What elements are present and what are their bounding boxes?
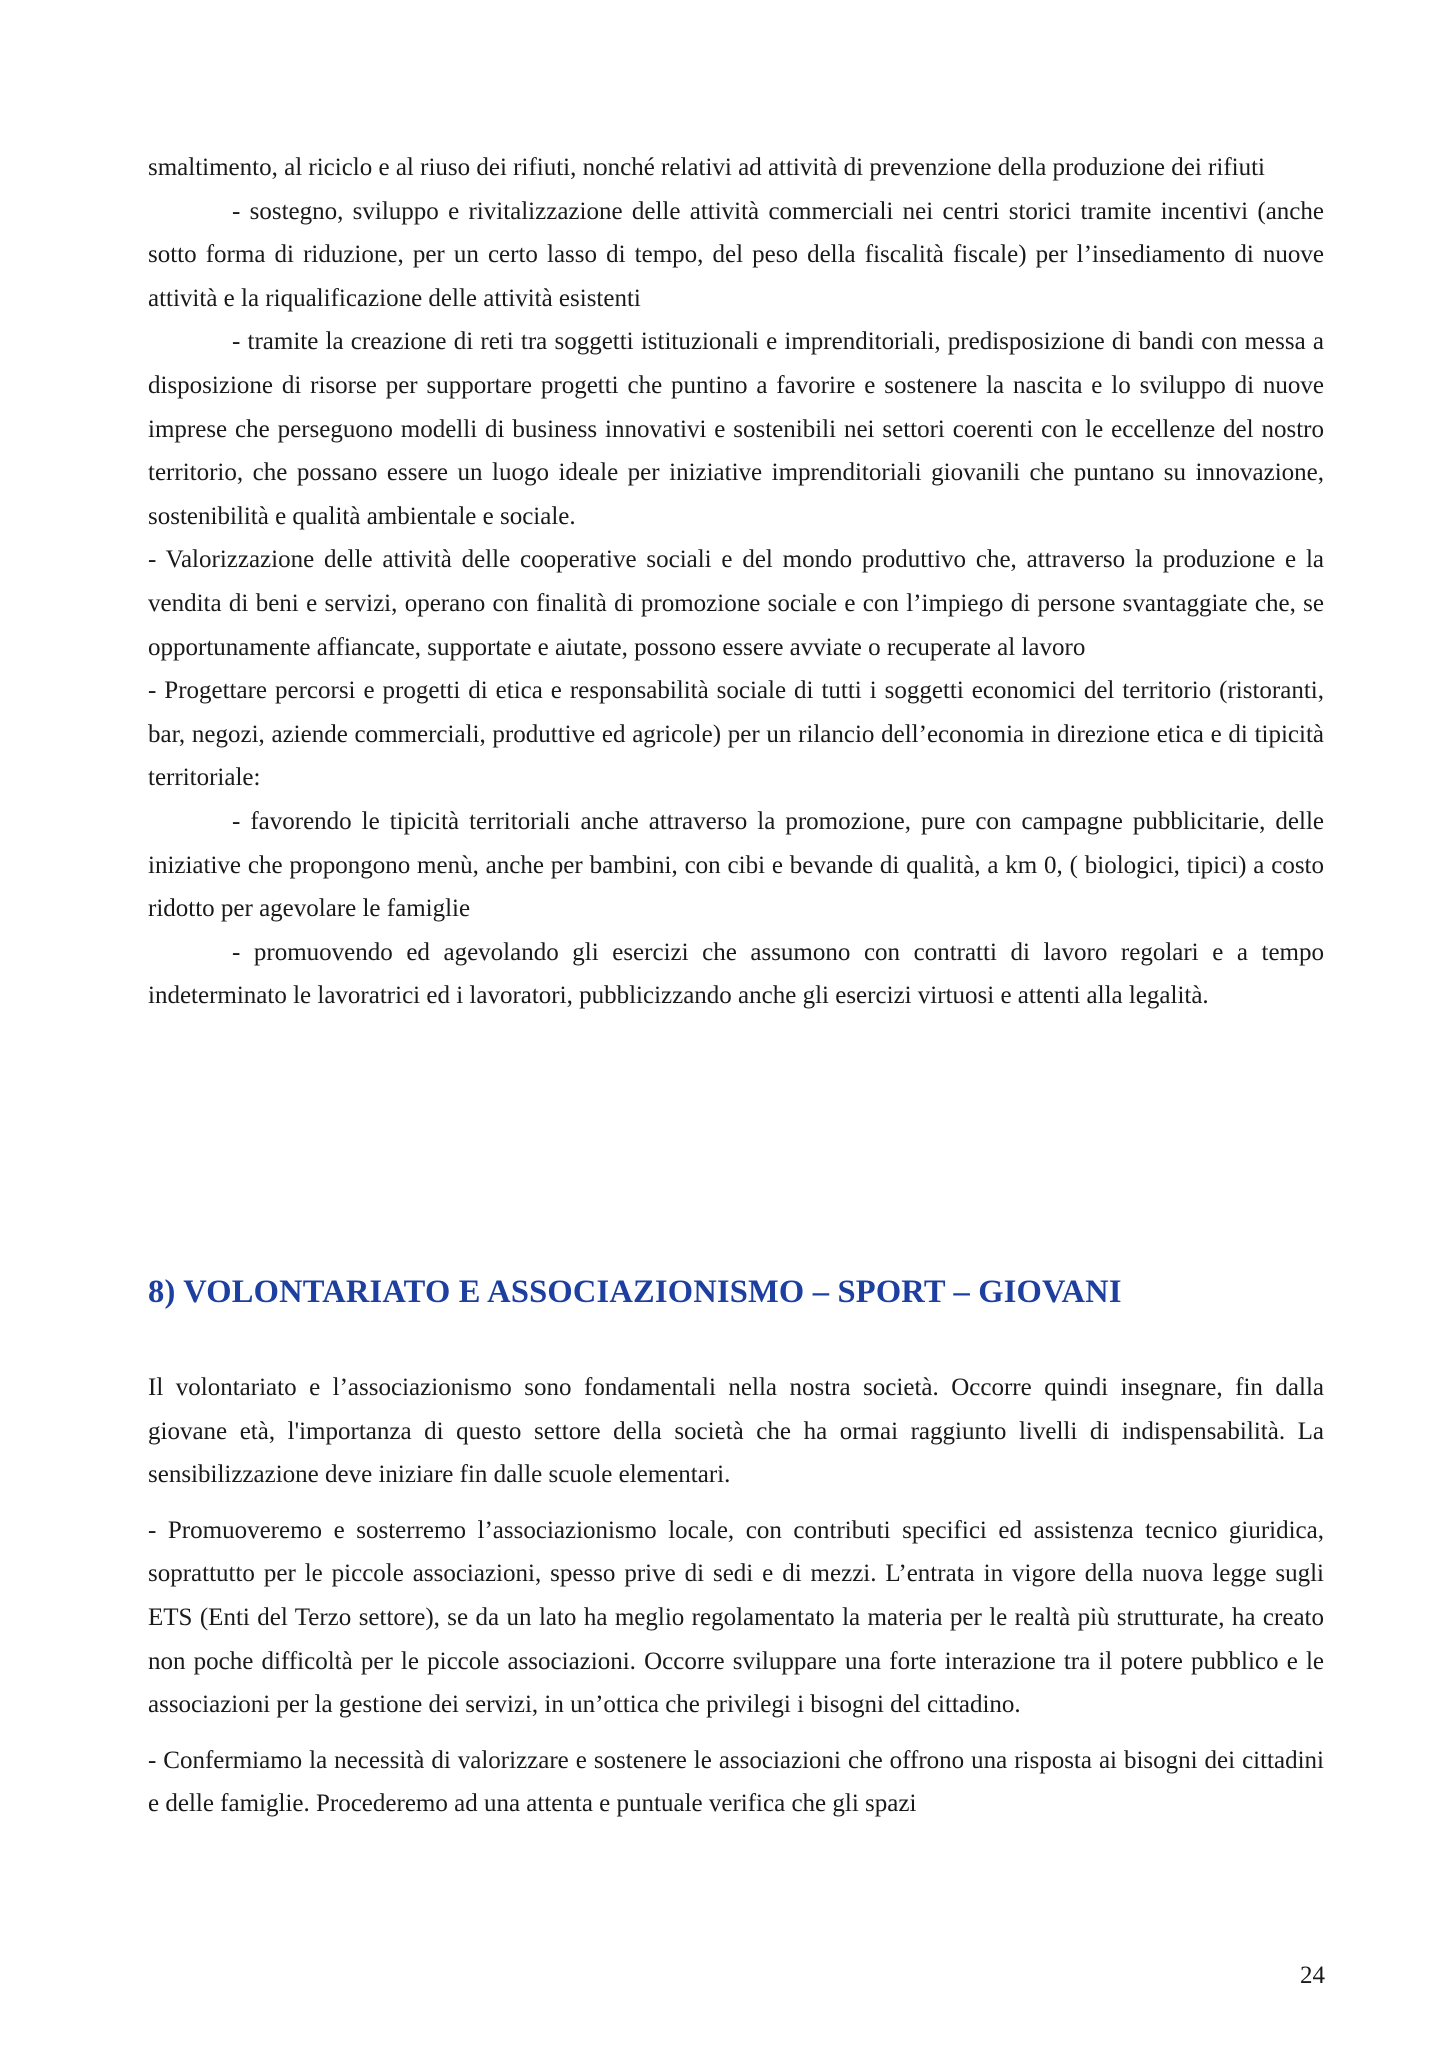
paragraph-contratti-lavoro: - promuovendo ed agevolando gli esercizi che assumono con contratti di lavoro regolari e a tempo indeterminato le lavoratrici ed i lavoratori, pubblicizzando anche gli esercizi virtuosi e attenti alla legalità.	[148, 938, 1324, 1010]
paragraph-tipicita-territoriali: - favorendo le tipicità territoriali anche attraverso la promozione, pure con campagne pubblicitarie, delle iniziative che propongono menù, anche per bambini, con cibi e bevande di qualità, a km 0, ( biologici, tipici) a costo ridotto per agevolare le famiglie	[148, 807, 1324, 923]
paragraph-cooperative-sociali: - Valorizzazione delle attività delle cooperative sociali e del mondo produttivo che, attraverso la produzione e la vendita di beni e servizi, operano con finalità di promozione sociale e con l’impiego di persone svantaggiate che, se opportunamente affiancate, supportate e aiutate, possono essere avviate o recuperate al lavoro	[148, 546, 1324, 661]
paragraph-rifiuti: smaltimento, al riciclo e al riuso dei rifiuti, nonché relativi ad attività di prevenzione della produzione dei rifiuti	[148, 154, 1265, 181]
paragraph-volontariato: Il volontariato e l’associazionismo sono fondamentali nella nostra società. Occorre quindi insegnare, fin dalla giovane età, l'importanza di questo settore della società che ha ormai raggiunto livelli di indispensabilità. La sensibilizzazione deve iniziare fin dalle scuole elementari.	[148, 1374, 1324, 1489]
paragraph-commercio-centri-storici: - sostegno, sviluppo e rivitalizzazione delle attività commerciali nei centri storici tramite incentivi (anche sotto forma di riduzione, per un certo lasso di tempo, del peso della fiscalità fiscale) per l’insediamento di nuove attività e la riqualificazione delle attività esistenti	[148, 197, 1324, 312]
section-heading: 8) VOLONTARIATO E ASSOCIAZIONISMO – SPORT – GIOVANI	[148, 1274, 1122, 1310]
paragraph-sostegno-associazioni: - Confermiamo la necessità di valorizzare e sostenere le associazioni che offrono una risposta ai bisogni dei cittadini e delle famiglie. Procederemo ad una attenta e puntuale verifica che gli spazi	[148, 1746, 1324, 1818]
section-body	[148, 1366, 1324, 1826]
paragraph-reti-imprese: - tramite la creazione di reti tra soggetti istituzionali e imprenditoriali, predisposizione di bandi con messa a disposizione di risorse per supportare progetti che puntino a favorire e sostenere la nascita e lo sviluppo di nuove imprese che perseguono modelli di business innovativi e sostenibili nei settori coerenti con le eccellenze del nostro territorio, che possano essere un luogo ideale per iniziative imprenditoriali giovanili che puntano su innovazione, sostenibilità e qualità ambientale e sociale.	[148, 328, 1324, 530]
page-number: 24	[1300, 1962, 1325, 1989]
document-body	[148, 146, 1324, 1018]
paragraph-associazionismo-locale: - Promuoveremo e sosterremo l’associazionismo locale, con contributi specifici ed assistenza tecnico giuridica, soprattutto per le piccole associazioni, spesso prive di sedi e di mezzi. L’entrata in vigore della nuova legge sugli ETS (Enti del Terzo settore), se da un lato ha meglio regolamentato la materia per le realtà più strutturate, ha creato non poche difficoltà per le piccole associazioni. Occorre sviluppare una forte interazione tra il potere pubblico e le associazioni per la gestione dei servizi, in un’ottica che privilegi i bisogni del cittadino.	[148, 1516, 1324, 1719]
paragraph-etica-responsabilita: - Progettare percorsi e progetti di etica e responsabilità sociale di tutti i soggetti economici del territorio (ristoranti, bar, negozi, aziende commerciali, produttive ed agricole) per un rilancio dell’economia in direzione etica e di tipicità territoriale:	[148, 677, 1324, 792]
